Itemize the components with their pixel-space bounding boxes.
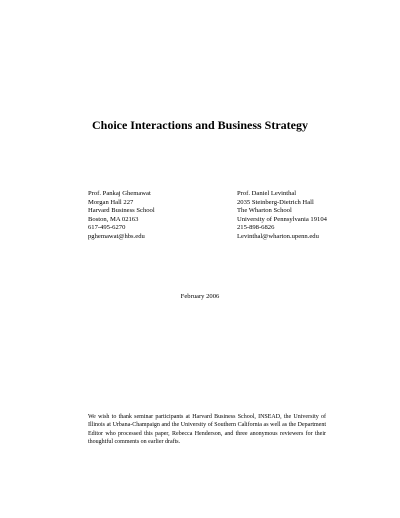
author-email: Levinthal@wharton.upenn.edu	[237, 232, 319, 240]
publication-date: February 2006	[180, 293, 220, 300]
author-institution: The Wharton School	[237, 207, 292, 215]
author-block-ghemawat	[88, 190, 155, 242]
author-name: Prof. Daniel Levinthal	[237, 190, 297, 197]
author-phone: 617-495-6270	[88, 224, 126, 232]
author-institution: Harvard Business School	[88, 207, 155, 215]
author-office: Morgan Hall 227	[88, 198, 134, 206]
author-phone: 215-898-6826	[237, 224, 275, 232]
author-address: University of Pennsylvania 19104	[237, 215, 327, 223]
paper-title: Choice Interactions and Business Strategy	[91, 118, 308, 132]
author-block-levinthal	[237, 190, 327, 242]
author-email: pghemawat@hbs.edu	[88, 232, 145, 240]
author-name: Prof. Pankaj Ghemawat	[88, 190, 151, 197]
acknowledgment-text: We wish to thank seminar participants at Harvard Business School, INSEAD, the University of Illinois at Urbana-Champaign and the University of Southern California as well as the Department Editor who processed this paper, Rebecca Henderson, and three anonymous reviewers for their thoughtful comments on earlier drafts.	[88, 414, 326, 445]
author-address: Boston, MA 02163	[88, 215, 139, 223]
author-office: 2035 Steinberg-Dietrich Hall	[237, 198, 314, 206]
